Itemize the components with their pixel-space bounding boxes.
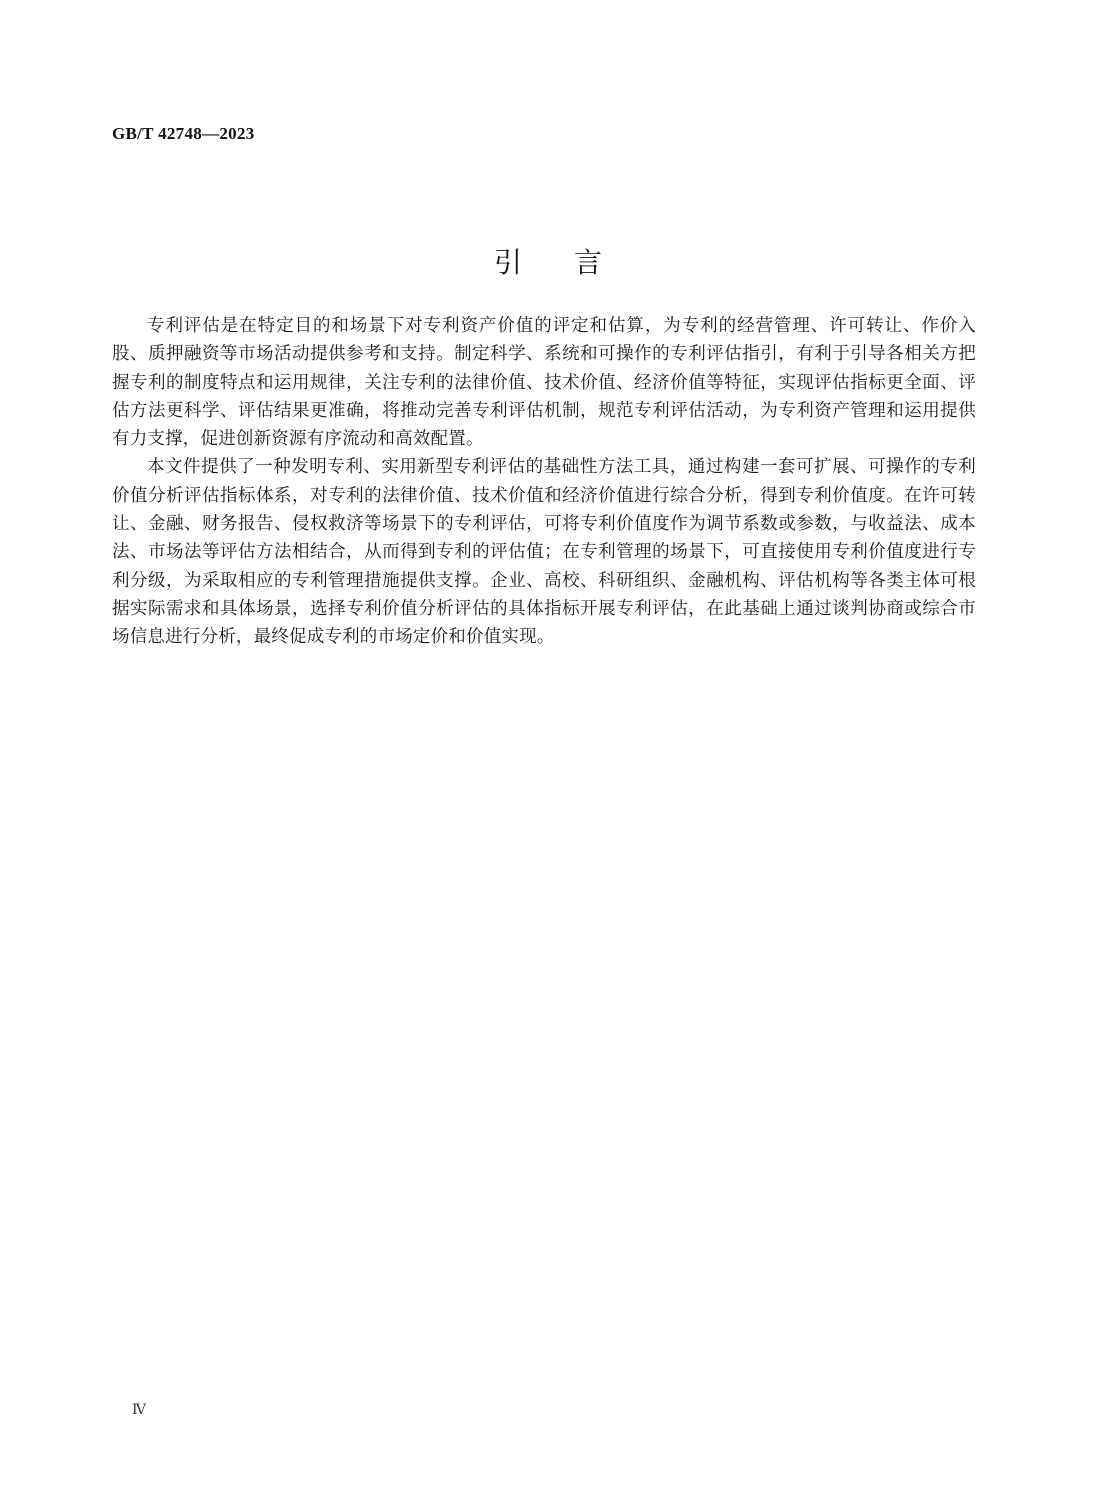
standard-code: GB/T 42748—2023 (112, 124, 255, 143)
page-number: Ⅳ (132, 1403, 146, 1418)
paragraph-1: 专利评估是在特定目的和场景下对专利资产价值的评定和估算，为专利的经营管理、许可转让、作价入股、质押融资等市场活动提供参考和支持。制定科学、系统和可操作的专利评估指引，有利于引导各相关方把握专利的制度特点和运用规律，关注专利的法律价值、技术价值、经济价值等特征，实现评估指标更全面、评估方法更科学、评估结果更准确，将推动完善专利评估机制，规范专利评估活动，为专利资产管理和运用提供有力支撑，促进创新资源有序流动和高效配置。 (112, 316, 976, 450)
paragraph-2: 本文件提供了一种发明专利、实用新型专利评估的基础性方法工具，通过构建一套可扩展、可操作的专利价值分析评估指标体系，对专利的法律价值、技术价值和经济价值进行综合分析，得到专利价值度。在许可转让、金融、财务报告、侵权救济等场景下的专利评估，可将专利价值度作为调节系数或参数，与收益法、成本法、市场法等评估方法相结合，从而得到专利的评估值；在专利管理的场景下，可直接使用专利价值度进行专利分级，为采取相应的专利管理措施提供支撑。企业、高校、科研组织、金融机构、评估机构等各类主体可根据实际需求和具体场景，选择专利价值分析评估的具体指标开展专利评估，在此基础上通过谈判协商或综合市场信息进行分析，最终促成专利的市场定价和价值实现。 (112, 457, 976, 648)
section-title: 引言 (493, 245, 654, 279)
introduction-body (112, 312, 976, 652)
